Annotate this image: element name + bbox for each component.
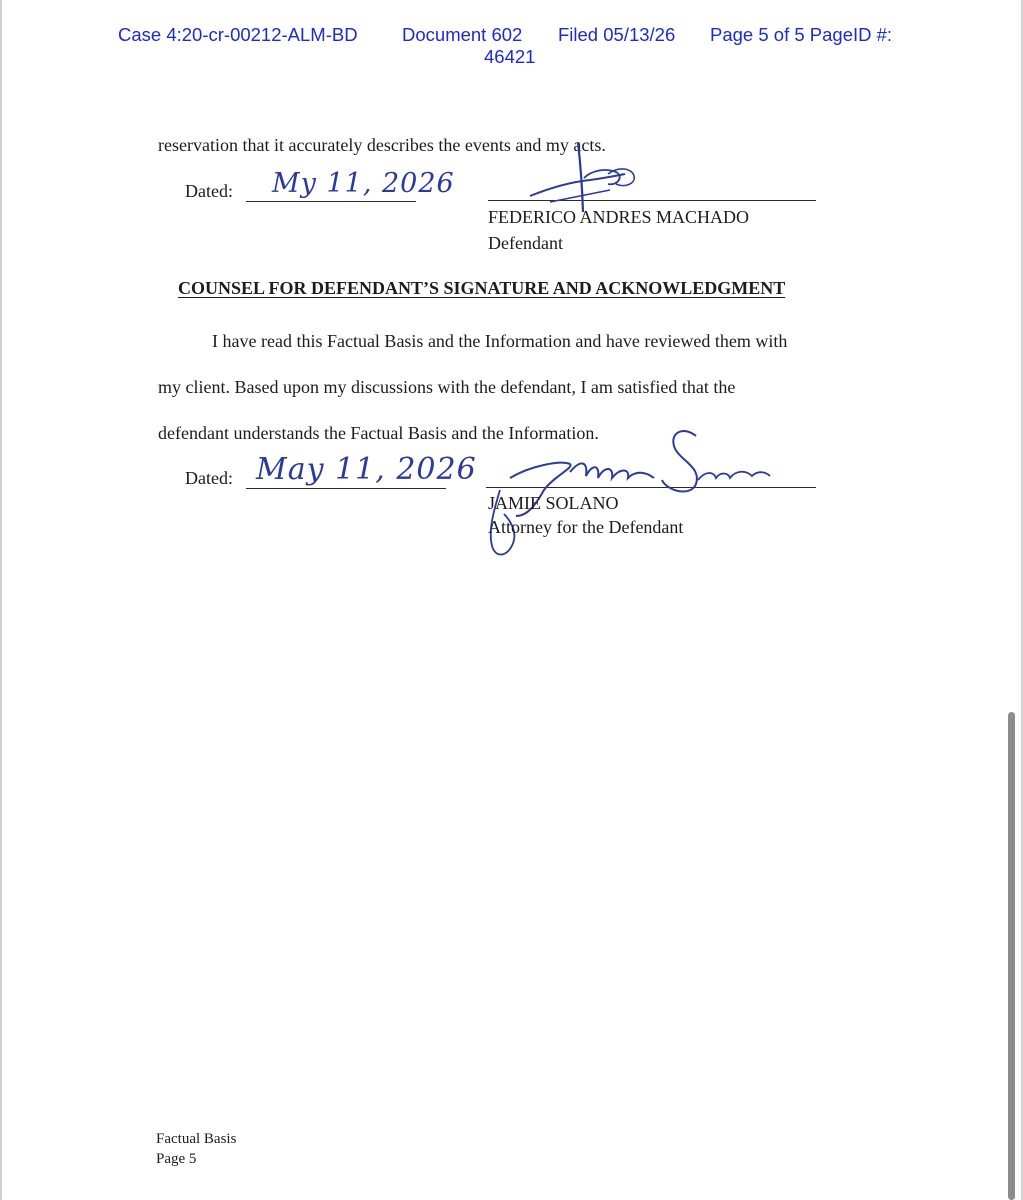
page-left-edge (0, 0, 2, 1200)
counsel-paragraph-line-3: defendant understands the Factual Basis and the Information. (158, 423, 599, 443)
counsel-handwritten-date: May 11, 2026 (256, 452, 477, 487)
counsel-paragraph-line-1: I have read this Factual Basis and the Information and have reviewed them with (212, 331, 788, 351)
header-filed-date: Filed 05/13/26 (558, 24, 676, 45)
header-page-info: Page 5 of 5 PageID #: (710, 24, 893, 45)
counsel-name: JAMIE SOLANO (488, 493, 619, 513)
header-case-number: Case 4:20-cr-00212-ALM-BD (118, 24, 358, 45)
header-document-number: Document 602 (402, 24, 523, 45)
footer-page-number: Page 5 (156, 1151, 197, 1167)
counsel-paragraph-line-2: my client. Based upon my discussions with the defendant, I am satisfied that the (158, 377, 736, 397)
defendant-dated-label: Dated: (185, 181, 233, 201)
reservation-line: reservation that it accurately describes the events and my acts. (158, 135, 606, 155)
counsel-role: Attorney for the Defendant (488, 517, 684, 537)
header-page-id: 46421 (484, 46, 536, 67)
defendant-handwritten-date: My 11, 2026 (272, 168, 455, 199)
counsel-dated-label: Dated: (185, 468, 233, 488)
footer-title: Factual Basis (156, 1131, 237, 1147)
counsel-signature (470, 420, 790, 560)
counsel-date-line (246, 488, 446, 489)
defendant-date-line (246, 201, 416, 202)
counsel-heading: COUNSEL FOR DEFENDANT’S SIGNATURE AND ACKNOWLEDGMENT (178, 278, 786, 298)
defendant-role: Defendant (488, 233, 563, 253)
defendant-name: FEDERICO ANDRES MACHADO (488, 207, 750, 227)
scrollbar-thumb[interactable] (1008, 712, 1015, 1200)
